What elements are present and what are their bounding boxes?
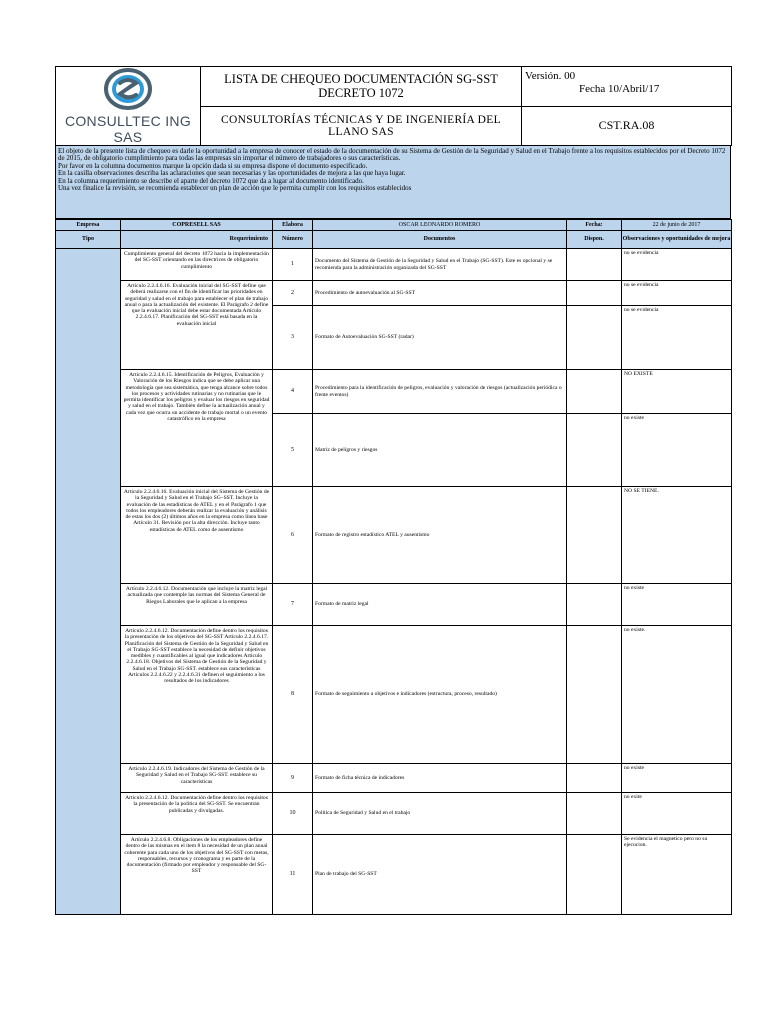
table-row	[56, 281, 732, 306]
requirement-cell: Artículo 2.2.4.6.15. Identificación de Peligros, Evaluación y Valoración de los Riesgos indica que se debe aplicar una metodología que sea sistemática, que tenga alcance sobre todos los procesos y actividades rutinarias y no rutinarias que le permita identificar los peligros y evaluar los riesgos en seguridad y salud en el trabajo. También define la actualización anual y cada vez que ocurra un accidente de trabajo mortal o un evento catastrófico en la empresa	[121, 370, 273, 487]
table-row	[56, 249, 732, 281]
table-row	[56, 584, 732, 626]
info-row	[56, 220, 732, 231]
instructions-line: Una vez finalice la revisión, se recomienda establecer un plan de acción que le permita cumplir con los requisitos establecidos	[58, 184, 412, 193]
instructions-line: En la columna requerimiento se describe el aparte del decreto 1072 que da a lugar al documento identificado.	[58, 176, 364, 185]
col-tipo: Tipo	[56, 231, 121, 249]
observation-cell[interactable]: NO EXISTE	[622, 370, 732, 414]
document-cell: Formato de registro estadístico ATEL y ausentismo	[313, 487, 567, 584]
logo-text: CONSULLTEC ING SAS	[64, 113, 192, 145]
number-cell: 6	[273, 487, 313, 584]
document-date: Fecha 10/Abril/17	[579, 83, 660, 95]
table-row	[56, 370, 732, 414]
document-cell: Procedimiento de autoevaluación al SG-SST	[313, 281, 567, 306]
instructions-line: En la casilla observaciones describa las aclaraciones que sean necesarias y las oportunidades de mejora a las que haya lugar.	[58, 169, 406, 178]
document-cell: Formato de matriz legal	[313, 584, 567, 626]
instructions-line: El objeto de la presente lista de chequeo es darle la oportunidad a la empresa de conocer el estado de la documentación de su Sistema de Gestión de la Seguridad y Salud en el Trabajo frente a los requisitos establecidos por el Decreto 1072 de 2015, de obligatorio cumplimiento para todas las empresas sin importar el número de trabajadores o sus características.	[58, 147, 726, 163]
fecha-value: 22 de junio de 2017	[622, 220, 732, 231]
dispon-cell[interactable]	[567, 306, 622, 370]
document-cell: Formato de seguimiento a objetivos e indicadores (estructura, proceso, resultado)	[313, 626, 567, 764]
fecha-label: Fecha:	[567, 220, 622, 231]
requirement-cell: Cumplimiento general del decreto 1072 hacia la implementación del SG-SST orientando en las directrices de obligatorio cumplimiento	[121, 249, 273, 281]
number-cell: 8	[273, 626, 313, 764]
col-numero: Número	[273, 231, 313, 249]
table-row	[56, 626, 732, 764]
document-cell: Plan de trabajo del SG-SST	[313, 835, 567, 915]
checklist-table	[55, 219, 732, 915]
company-logo	[56, 67, 201, 146]
elabora-label: Elabora	[273, 220, 313, 231]
col-dispon: Dispon.	[567, 231, 622, 249]
requirement-cell: Artículo 2.2.4.6.12. Documentación define dentro los requisitos la presentación de la política del SG-SST. Se encuentran publicadas y divulgadas.	[121, 793, 273, 835]
number-cell: 10	[273, 793, 313, 835]
observation-cell[interactable]: no existe	[622, 764, 732, 793]
col-documentos: Documentos	[313, 231, 567, 249]
company-name: CONSULTORÍAS TÉCNICAS Y DE INGENIERÍA DEL LLANO SAS	[201, 106, 522, 146]
requirement-cell: Artículo 2.2.4.6.16. Evaluación inicial del Sistema de Gestión de la Seguridad y Salud en el Trabajo SG–SST. Incluye la evaluación de las estadísticas de ATEL y en el Parágrafo 1 que todos los empleadores deberán realizar la evaluación y análisis de estas los dos (2) últimos años en la empresa como línea base Artículo 31. Revisión por la alta dirección. Incluye tanto estadísticas de ATEL como de ausentismo	[121, 487, 273, 584]
tipo-cell	[56, 249, 121, 915]
number-cell: 2	[273, 281, 313, 306]
number-cell: 3	[273, 306, 313, 370]
observation-cell[interactable]: no se evidencia	[622, 249, 732, 281]
observation-cell[interactable]: no se evidencia	[622, 306, 732, 370]
observation-cell[interactable]: no existe	[622, 414, 732, 487]
document-header	[55, 66, 732, 146]
dispon-cell[interactable]	[567, 249, 622, 281]
dispon-cell[interactable]	[567, 626, 622, 764]
observation-cell[interactable]: no exite	[622, 793, 732, 835]
document-title: LISTA DE CHEQUEO DOCUMENTACIÓN SG-SST DECRETO 1072	[201, 67, 522, 107]
dispon-cell[interactable]	[567, 793, 622, 835]
document-cell: Política de Seguridad y Salud en el trabajo	[313, 793, 567, 835]
dispon-cell[interactable]	[567, 487, 622, 584]
document-cell: Procedimiento para la identificación de peligros, evaluación y valoración de riesgos (actualización periódica o frente eventos)	[313, 370, 567, 414]
number-cell: 9	[273, 764, 313, 793]
requirement-cell: Artículo 2.2.4.6.12. Documentación define dentro los requisitos la presentación de los objetivos del SG-SST Artículo 2.2.4.6.17. Planificación del Sistema de Gestión de la Seguridad y Salud en el Trabajo SG-SST establece la necesidad de definir objetivos medibles y cuantificables al igual que indicadores Artículo 2.2.4.6.18. Objetivos del Sistema de Gestión de la Seguridad y Salud en el Trabajo SG-SST. establece sus características Artículos 2.2.4.6.22 y 2.2.4.6.31 definen el seguimiento a los resultados de los indicadores	[121, 626, 273, 764]
elabora-value: OSCAR LEONARDO ROMERO	[313, 220, 567, 231]
version-cell	[522, 67, 732, 107]
dispon-cell[interactable]	[567, 584, 622, 626]
document-cell: Documento del Sistema de Gestión de la Seguridad y Salud en el Trabajo (SG-SST). Este es opcional y se recomienda para la administración organizada del SG-SST	[313, 249, 567, 281]
col-observaciones: Observaciones y oportunidades de mejora	[622, 231, 732, 249]
checklist-sheet	[55, 66, 731, 915]
requirement-cell: Artículo 2.2.4.6.16. Evaluación inicial del SG-SST define que deberá realizarse con el fin de identificar las prioridades en seguridad y salud en el trabajo para establecer el plan de trabajo anual o para la actualización del existente. El Parágrafo 2 define que la evaluación inicial debe estar documentada Artículo 2.2.4.6.17. Planificación del SG-SST está basada en la evaluación inicial	[121, 281, 273, 370]
instructions-line: Por favor en la columna documentos marque la opción dada si su empresa dispone el documento especificado.	[58, 161, 368, 170]
empresa-value: COPRESELL SAS	[121, 220, 273, 231]
table-row	[56, 764, 732, 793]
number-cell: 11	[273, 835, 313, 915]
dispon-cell[interactable]	[567, 835, 622, 915]
table-row	[56, 487, 732, 584]
table-row	[56, 793, 732, 835]
dispon-cell[interactable]	[567, 370, 622, 414]
observation-cell[interactable]: NO SE TIENE.	[622, 487, 732, 584]
observation-cell[interactable]: Se evidencia el magnetico pero no su ejecucion.	[622, 835, 732, 915]
number-cell: 5	[273, 414, 313, 487]
number-cell: 7	[273, 584, 313, 626]
column-header-row	[56, 231, 732, 249]
document-cell: Matriz de peligros y riesgos	[313, 414, 567, 487]
observation-cell[interactable]: no existe.	[622, 626, 732, 764]
document-cell: Formato de Autoevaluación SG-SST (radar)	[313, 306, 567, 370]
number-cell: 1	[273, 249, 313, 281]
instructions-block	[55, 146, 731, 219]
table-row	[56, 835, 732, 915]
observation-cell[interactable]: no existe	[622, 584, 732, 626]
dispon-cell[interactable]	[567, 281, 622, 306]
empresa-label: Empresa	[56, 220, 121, 231]
observation-cell[interactable]: no se evidencia	[622, 281, 732, 306]
dispon-cell[interactable]	[567, 764, 622, 793]
requirement-cell: Artículo 2.2.4.6.8. Obligaciones de los empleadores define dentro de las mismas en el ítem 8 la necesidad de un plan anual coherente para cada uno de los objetivos del SG-SST con metas, responsables, recursos y cronograma y es parte de la documentación (firmado por empleador y responsable del SG-SST	[121, 835, 273, 915]
document-cell: Formato de ficha técnica de indicadores	[313, 764, 567, 793]
version-label: Versión. 00	[525, 70, 576, 82]
requirement-cell: Artículo 2.2.4.6.19. Indicadores del Sistema de Gestión de la Seguridad y Salud en el Trabajo SG-SST. establece su características	[121, 764, 273, 793]
dispon-cell[interactable]	[567, 414, 622, 487]
document-code: CST.RA.08	[522, 106, 732, 146]
col-requerimiento: Requerimiento	[121, 231, 273, 249]
consulltec-logo-icon	[103, 67, 153, 111]
requirement-cell: Artículo 2.2.4.6.12. Documentación que incluye la matriz legal actualizada que contemple las normas del Sistema General de Riegos Laborales que le aplican a la empresa	[121, 584, 273, 626]
number-cell: 4	[273, 370, 313, 414]
